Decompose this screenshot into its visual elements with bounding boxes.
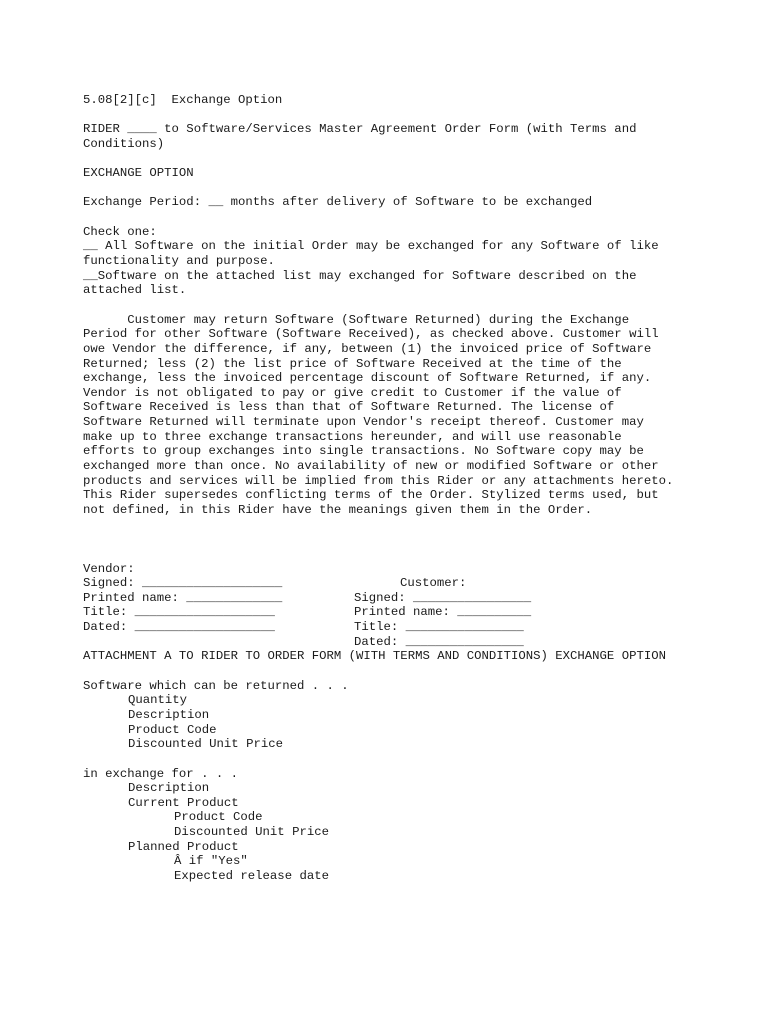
section-heading: 5.08[2][c] Exchange Option [83, 93, 283, 107]
planned-product-label: Planned Product [128, 839, 239, 854]
exchange-period-line: Exchange Period: __ months after delivery of Software to be exchanged [83, 195, 593, 210]
attachment-heading: ATTACHMENT A TO RIDER TO ORDER FORM (WITH TERMS AND CONDITIONS) EXCHANGE OPTION [83, 649, 666, 664]
customer-dated-field: Dated: ________________ [354, 634, 524, 649]
paragraph-line: Software Returned will terminate upon Vendor's receipt thereof. Customer may [83, 415, 644, 430]
option-1-line-1: __ All Software on the initial Order may be exchanged for any Software of like [83, 239, 659, 254]
returnable-field-product-code: Product Code [128, 722, 217, 737]
paragraph-line: make up to three exchange transactions hereunder, and will use reasonable [83, 429, 622, 444]
paragraph-line: This Rider supersedes conflicting terms of the Order. Stylized terms used, but [83, 488, 659, 503]
paragraph-line: Customer may return Software (Software Returned) during the Exchange [83, 312, 630, 327]
paragraph-line: Period for other Software (Software Received), as checked above. Customer will [83, 327, 659, 342]
paragraph-line: products and services will be implied from this Rider or any attachments hereto. [83, 473, 674, 488]
check-one-label: Check one: [83, 224, 157, 239]
option-2-line-1: __Software on the attached list may exchanged for Software described on the [83, 268, 637, 283]
vendor-dated-field: Dated: ___________________ [83, 620, 275, 635]
paragraph-line: Vendor is not obligated to pay or give credit to Customer if the value of [83, 385, 622, 400]
exchange-option-heading: EXCHANGE OPTION [83, 166, 194, 181]
paragraph-line: Software Received is less than that of Software Returned. The license of [83, 400, 615, 415]
returnable-field-discounted-price: Discounted Unit Price [128, 737, 283, 752]
paragraph-line: efforts to group exchanges into single transactions. No Software copy may be [83, 444, 644, 459]
returnable-field-quantity: Quantity [128, 693, 188, 708]
paragraph-line: exchange, less the invoiced percentage discount of Software Returned, if any. [83, 371, 652, 386]
customer-signed-field: Signed: ________________ [354, 590, 532, 605]
rider-title-line-1: RIDER ____ to Software/Services Master Agreement Order Form (with Terms and [83, 122, 637, 137]
planned-product-if-yes: Â if "Yes" [174, 854, 248, 869]
option-1-line-2: functionality and purpose. [83, 254, 275, 269]
signature-block [83, 547, 693, 649]
customer-printed-name-field: Printed name: __________ [354, 605, 532, 620]
exchange-intro: in exchange for . . . [83, 766, 238, 781]
current-product-label: Current Product [128, 795, 239, 810]
vendor-label: Vendor: [83, 561, 135, 576]
exchange-description: Description [128, 781, 210, 796]
paragraph-line: Returned; less (2) the list price of Software Received at the time of the [83, 356, 622, 371]
returnable-intro: Software which can be returned . . . [83, 678, 349, 693]
vendor-title-field: Title: ___________________ [83, 605, 275, 620]
paragraph-line: exchanged more than once. No availability of new or modified Software or other [83, 459, 659, 474]
customer-title-field: Title: ________________ [354, 620, 524, 635]
current-product-code: Product Code [174, 810, 263, 825]
customer-label: Customer: [400, 576, 467, 591]
body-paragraph [83, 313, 693, 518]
document-page [83, 93, 693, 884]
planned-product-release-date: Expected release date [174, 868, 329, 883]
rider-title-line-2: Conditions) [83, 136, 165, 151]
current-product-discounted-price: Discounted Unit Price [174, 825, 329, 840]
vendor-signed-field: Signed: ___________________ [83, 576, 283, 591]
returnable-field-description: Description [128, 707, 210, 722]
paragraph-line: owe Vendor the difference, if any, between (1) the invoiced price of Software [83, 341, 652, 356]
vendor-printed-name-field: Printed name: _____________ [83, 590, 283, 605]
paragraph-line: not defined, in this Rider have the meanings given them in the Order. [83, 502, 593, 517]
option-2-line-2: attached list. [83, 283, 187, 298]
